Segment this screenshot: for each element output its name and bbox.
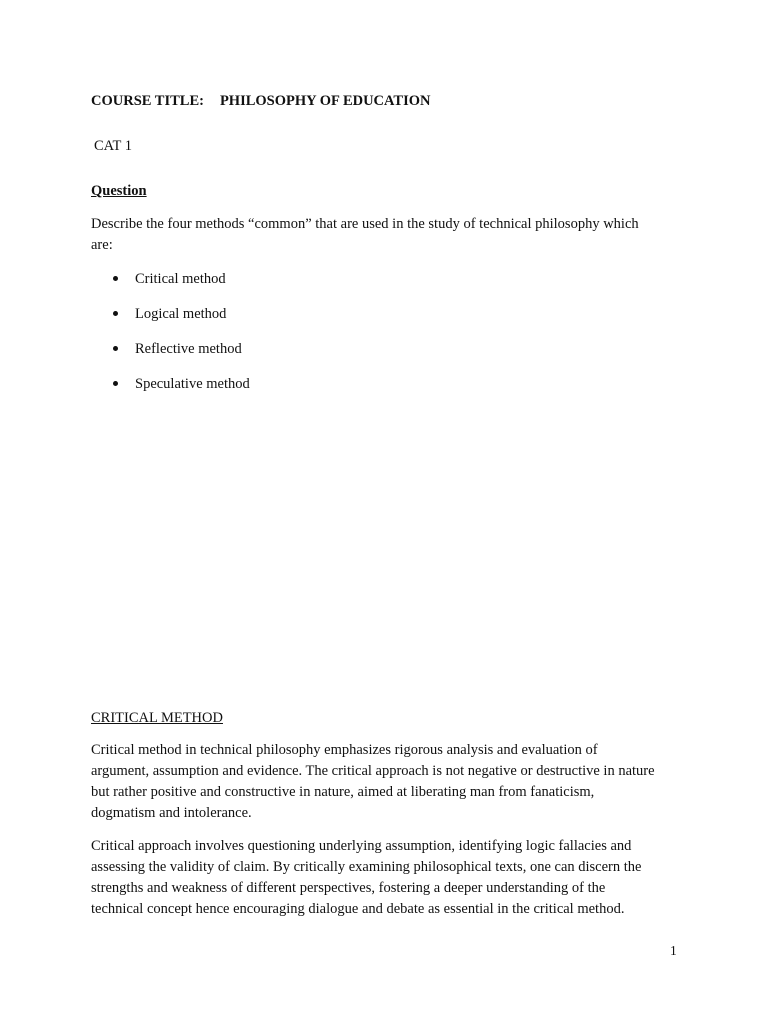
methods-list	[91, 269, 250, 409]
list-item	[91, 304, 250, 339]
paragraph-line: argument, assumption and evidence. The critical approach is not negative or destructive in nature	[91, 763, 655, 779]
critical-method-paragraph-1	[91, 740, 691, 824]
bullet-icon	[113, 311, 118, 316]
method-label: Speculative method	[135, 376, 250, 392]
paragraph-line: strengths and weakness of different perspectives, fostering a deeper understanding of the	[91, 880, 606, 896]
method-label: Reflective method	[135, 341, 242, 357]
paragraph-line: but rather positive and constructive in nature, aimed at liberating man from fanaticism,	[91, 784, 595, 800]
list-item	[91, 269, 250, 304]
bullet-icon	[113, 276, 118, 281]
list-item	[91, 374, 250, 409]
question-text	[91, 214, 681, 256]
question-line: are:	[91, 237, 113, 253]
bullet-icon	[113, 346, 118, 351]
course-title	[91, 91, 431, 112]
paragraph-line: technical concept hence encouraging dialogue and debate as essential in the critical method.	[91, 901, 625, 917]
paragraph-line: Critical method in technical philosophy emphasizes rigorous analysis and evaluation of	[91, 742, 598, 758]
course-title-label: COURSE TITLE:	[91, 93, 204, 109]
bullet-icon	[113, 381, 118, 386]
page-number: 1	[670, 943, 677, 958]
question-line: Describe the four methods “common” that are used in the study of technical philosophy which	[91, 216, 639, 232]
question-heading: Question	[91, 183, 147, 199]
method-label: Critical method	[135, 271, 226, 287]
cat-label: CAT 1	[94, 138, 133, 154]
method-label: Logical method	[135, 306, 227, 322]
course-name: PHILOSOPHY OF EDUCATION	[219, 93, 431, 109]
critical-method-heading: CRITICAL METHOD	[91, 710, 223, 726]
critical-method-paragraph-2	[91, 836, 691, 920]
list-item	[91, 339, 250, 374]
paragraph-line: Critical approach involves questioning underlying assumption, identifying logic fallacies and	[91, 838, 632, 854]
paragraph-line: dogmatism and intolerance.	[91, 805, 252, 821]
paragraph-line: assessing the validity of claim. By critically examining philosophical texts, one can discern the	[91, 859, 642, 875]
